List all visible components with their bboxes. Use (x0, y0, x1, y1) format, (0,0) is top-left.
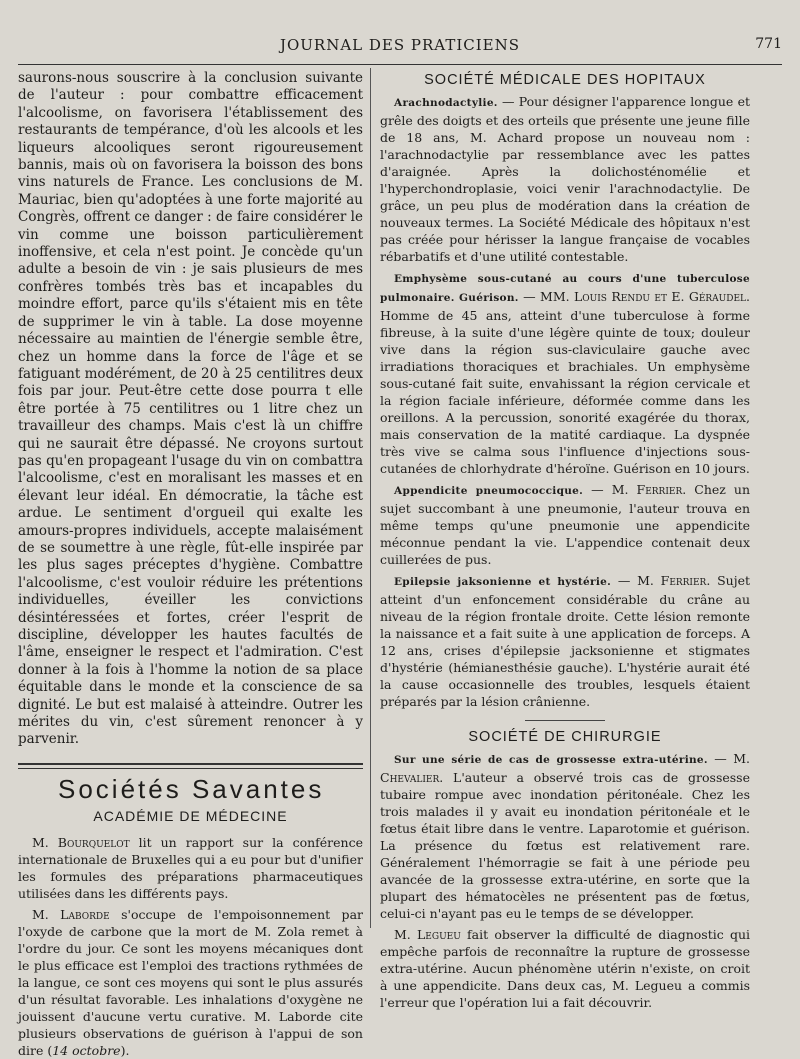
paragraph-text: L'auteur a observé trois cas de grossesse tubaire rompue avec inondation péritonéale. Chez les trois malades il y avait eu inondation péritonéale et le fœtus était libre dans le ventre. Laparotomie et guérison. La présence du fœtus est relativement rare. Généralement l'hémorragie se fait à une période peu avancée de la grossesse extra-utérine, en sorte que la plupart des hématocèles ne présentent pas de fœtus, celui-ci n'ayant pas eu le temps de se développer. (380, 770, 750, 921)
academie-medecine-title: ACADÉMIE DE MÉDECINE (93, 808, 288, 825)
academie-paragraph-laborde (18, 906, 363, 1059)
societes-savantes-title: Sociétés Savantes (58, 773, 325, 804)
authors: — M. Chevalier. (380, 751, 750, 785)
authors: — M. Ferrier. (611, 573, 711, 588)
header-rule (18, 64, 782, 65)
short-divider (525, 720, 605, 721)
academie-paragraph-bourquelot (18, 834, 363, 902)
arachnodactylie-paragraph (380, 93, 750, 265)
subsection-head: Appendicite pneumococcique. (394, 485, 584, 497)
subsection-head: Emphysème sous-cutané au cours d'une tuberculose pulmonaire. Guérison. (380, 273, 750, 304)
emphyseme-paragraph (380, 269, 750, 477)
paragraph-text: fait observer la difficulté de diagnostic qui empêche parfois de reconnaître la rupture de grossesse extra-utérine. Aucun phénomène utérin n'existe, on croit à une appendicite. Dans deux cas, M. Legueu a commis l'erreur que l'opération lui a fait découvrir. (380, 927, 750, 1010)
societe-medicale-hopitaux-title: SOCIÉTÉ MÉDICALE DES HOPITAUX (424, 72, 706, 88)
paragraph-text: Chez un sujet succombant à une pneumonie, l'auteur trouva en même temps qu'une pneumonie une appendicite méconnue pendant la vie. L'appendice contenait deux cuillerées de pus. (380, 482, 750, 567)
subsection-head: Epilepsie jaksonienne et hystérie. (394, 576, 612, 588)
grossesse-paragraph (380, 750, 750, 922)
alcoolisme-paragraph: saurons-nous souscrire à la conclusion suivante de l'auteur : pour combattre efficacement l'alcoolisme, on favorisera l'établissement des restaurants de tempérance, d'où les alcools et les liqueurs alcooliques seront rigoureusement bannis, mais où on favorisera la boisson des bons vins naturels de France. Les conclusions de M. Mauriac, bien qu'adoptées à une forte majorité au Congrès, offrent ce danger : de faire considérer le vin comme une boisson particulièrement inoffensive, et cela n'est point. Je concède qu'un adulte a besoin de vin : je sais plusieurs de mes confrères tombés très bas et incapables du moindre effort, parce qu'ils s'étaient mis en tête de supprimer le vin à table. La dose moyenne nécessaire au maintien de l'énergie semble être, chez un homme dans la force de l'âge et se fatiguant modérément, de 20 à 25 centilitres deux fois par jour. Peut-être cette dose pourra t elle être portée à 75 centilitres ou 1 litre chez un travailleur des champs. Mais c'est là un chiffre qui ne saurait être dépassé. Ne croyons surtout pas qu'en propageant l'usage du vin on combattra l'alcoolisme, c'est en moralisant les masses et en élevant leur idéal. En démocratie, la tâche est ardue. Le sentiment d'orgueil qui exalte les amours-propres individuels, accepte malaisément de se soumettre à une règle, fût-elle inspirée par les plus sages préceptes d'hygiène. Combattre l'alcoolisme, c'est vouloir réduire les prétentions individuelles, éveiller les convictions désintéressées et fortes, créer l'esprit de discipline, développer les hautes facultés de l'âme, enseigner le respect et l'admiration. C'est donner à la fois à l'homme la notion de sa place équitable dans le monde et la conscience de sa dignité. Le but est malaisé à atteindre. Outrer les mérites du vin, c'est sûrement renoncer à y parvenir. (18, 70, 363, 748)
author-name: M. Laborde (32, 906, 110, 922)
left-column (18, 70, 363, 1059)
paragraph-text: lit un rapport sur la conférence internationale de Bruxelles qui a eu pour but d'unifier les formules des préparations pharmaceutiques utilisées dans les différents pays. (18, 834, 363, 901)
section-divider (18, 763, 363, 769)
author-name: M. Bourquelot (32, 834, 130, 850)
running-head (0, 34, 800, 58)
running-title: JOURNAL DES PRATICIENS (279, 36, 521, 54)
societe-chirurgie-title: SOCIÉTÉ DE CHIRURGIE (468, 729, 662, 745)
appendicite-paragraph (380, 481, 750, 568)
subsection-head: Arachnodactylie. (394, 97, 498, 109)
legueu-paragraph (380, 926, 750, 1011)
authors: — M. Ferrier. (583, 482, 687, 497)
paragraph-text: Homme de 45 ans, atteint d'une tuberculose à forme fibreuse, à la suite d'une légère quinte de toux; douleur vive dans la région sus-claviculaire gauche avec irradiations thoraciques et brachiales. Un emphysème sous-cutané fait suite, envahissant la région cervicale et la région faciale inférieure, déformée comme dans les oreillons. A la percussion, sonorité exagérée du thorax, mais conservation de la matité cardiaque. La dyspnée très vive se calma sous l'influence d'injections sous-cutanées de chlorhydrate d'héroïne. Guérison en 10 jours. (380, 308, 750, 476)
page-number: 771 (755, 36, 782, 52)
epilepsie-paragraph (380, 572, 750, 710)
session-date: 14 octobre (52, 1042, 121, 1058)
column-divider (370, 68, 371, 928)
paragraph-end: ). (120, 1042, 130, 1058)
subsection-head: Sur une série de cas de grossesse extra-utérine. (394, 754, 708, 766)
paragraph-text: Sujet atteint d'un enfoncement considérable du crâne au niveau de la région frontale droite. Cette lésion remonte la naissance et a fait suite à une application de forceps. A 12 ans, crises d'épilepsie jacksonienne et stigmates d'hystérie (hémianesthésie gauche). L'hystérie aurait été la cause occasionnelle des troubles, lesquels étaient préparés par la lésion crânienne. (380, 573, 750, 709)
paragraph-text: s'occupe de l'empoisonnement par l'oxyde de carbone que la mort de M. Zola remet à l'ordre du jour. Ce sont les moyens mécaniques dont le plus efficace est l'emploi des tractions rythmées de la langue, ce sont ces moyens qui sont le plus assurés d'un résultat favorable. Les inhalations d'oxygène ne jouissent d'aucune vertu curative. M. Laborde cite plusieurs observations de guérison à l'appui de son dire ( (18, 906, 363, 1058)
author-name: M. Legueu (394, 927, 461, 942)
authors: — MM. Louis Rendu et E. Géraudel. (518, 289, 750, 304)
paragraph-text: — Pour désigner l'apparence longue et grêle des doigts et des orteils que présente une jeune fille de 18 ans, M. Achard propose un nouveau nom : l'arachnodactylie par ressemblance avec les pattes d'araignée. Après la dolichosténomélie et l'hyperchondroplasie, voici venir l'arachnodactylie. De grâce, un peu plus de modération dans la création de nouveaux termes. La Société Médicale des hôpitaux n'est pas créée pour hérisser la langue française de vocables rébarbatifs et d'une utilité contestable. (380, 94, 750, 264)
right-column (380, 70, 750, 1011)
